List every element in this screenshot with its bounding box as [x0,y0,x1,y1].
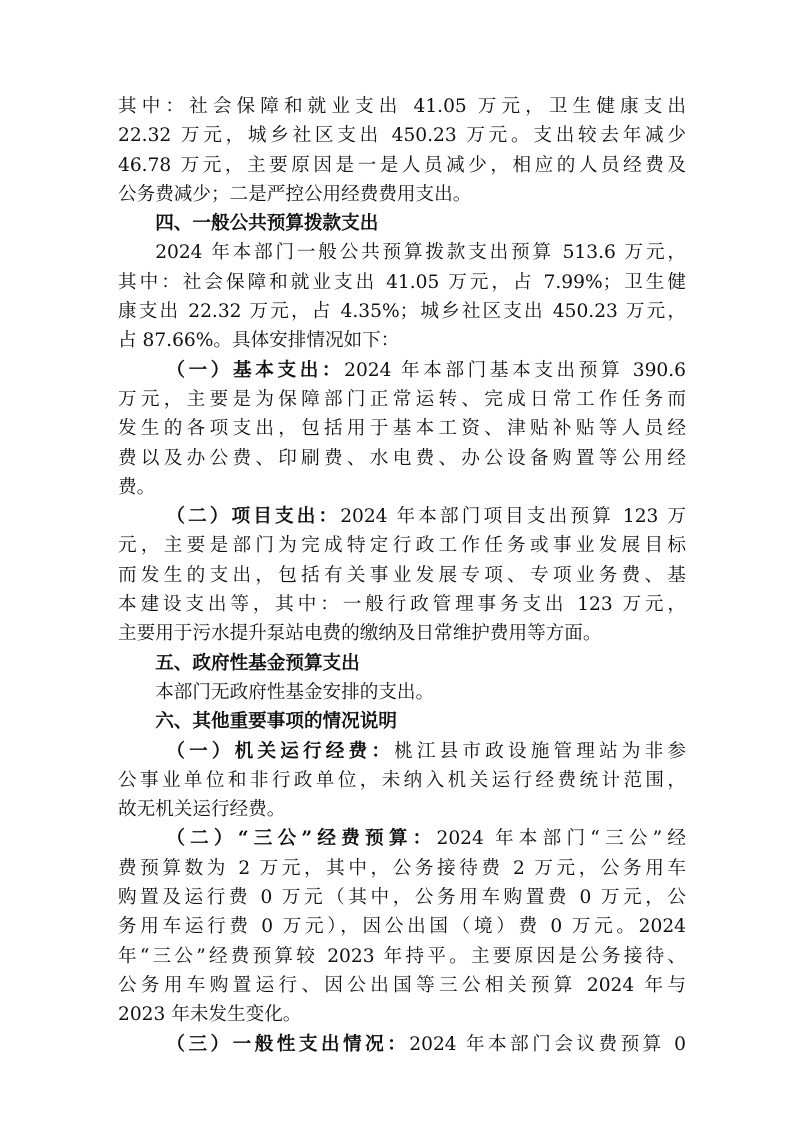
section-heading-6: 六、其他重要事项的情况说明 [155,711,397,733]
text-line: 2024 年本部门一般公共预算拨款支出预算 513.6 万元， [155,242,686,264]
text-line: （二）“三公”经费预算：2024 年本部门“三公”经 [166,828,687,850]
text-line: 而发生的支出，包括有关事业发展专项、专项业务费、基 [118,564,686,586]
text-line: 46.78 万元，主要原因是一是人员减少，相应的人员经费及 [118,154,686,176]
text-line: 购置及运行费 0 万元（其中，公务用车购置费 0 万元，公 [118,887,686,909]
text-line: 占 87.66%。具体安排情况如下： [118,330,400,352]
section-heading-5: 五、政府性基金预算支出 [155,652,360,674]
paragraph-operating-expenses [118,737,686,825]
text-line: 22.32 万元，城乡社区支出 450.23 万元。支出较去年减少 [118,125,686,147]
text-line: 公务费减少；二是严控公用经费费用支出。 [118,183,472,205]
text-line: 费。 [118,476,156,498]
text-line: 万元，主要是为保障部门正常运转、完成日常工作任务而 [118,388,686,410]
paragraph-general-budget [118,238,686,355]
text-line: 其中：社会保障和就业支出 41.05 万元，占 7.99%；卫生健 [118,271,686,293]
text-line: （一）基本支出：2024 年本部门基本支出预算 390.6 [166,359,686,381]
paragraph-government-fund: 本部门无政府性基金安排的支出。 [155,681,435,703]
text-line: 务用车运行费 0 万元），因公出国（境）费 0 万元。2024 [118,916,686,938]
text-line: 发生的各项支出，包括用于基本工资、津贴补贴等人员经 [118,418,686,440]
subsection-label: （一）机关运行经费： [166,740,395,762]
paragraph-three-public-expenses [118,824,686,1029]
paragraph-expenditure-change [118,92,686,209]
text-line: 故无机关运行经费。 [118,799,286,821]
text-line: 康支出 22.32 万元，占 4.35%；城乡社区支出 450.23 万元， [118,301,686,323]
text-line: （三）一般性支出情况：2024 年本部门会议费预算 0 [166,1033,686,1055]
text-line: 本建设支出等，其中：一般行政管理事务支出 123 万元， [118,594,686,616]
paragraph-project-expenditure [118,502,686,648]
text-line: 公事业单位和非行政单位，未纳入机关运行经费统计范围， [118,769,686,791]
paragraph-basic-expenditure [118,356,686,502]
text-line: 主要用于污水提升泵站电费的缴纳及日常维护费用等方面。 [118,623,602,645]
document-page [118,92,686,1059]
text-line: （一）机关运行经费：桃江县市政设施管理站为非参 [166,740,686,762]
section-heading-4: 四、一般公共预算拨款支出 [155,213,379,235]
subsection-label: （一）基本支出： [166,359,345,381]
subsection-label: （三）一般性支出情况： [166,1033,410,1055]
text-line: 其中：社会保障和就业支出 41.05 万元，卫生健康支出 [118,96,686,117]
subsection-label: （二）项目支出： [166,506,341,528]
text-line: 费预算数为 2 万元，其中，公务接待费 2 万元，公务用车 [118,857,686,879]
text-line: 2023 年未发生变化。 [118,1004,302,1026]
text-line: 费以及办公费、印刷费、水电费、办公设备购置等公用经 [118,447,686,469]
text-line: （二）项目支出：2024 年本部门项目支出预算 123 万 [166,506,686,528]
paragraph-general-expenditure [118,1030,686,1059]
text-line: 元，主要是部门为完成特定行政工作任务或事业发展目标 [118,535,686,557]
subsection-label: （二）“三公”经费预算： [166,828,437,850]
text-line: 年“三公”经费预算较 2023 年持平。主要原因是公务接待、 [118,945,686,967]
text-line: 公务用车购置运行、因公出国等三公相关预算 2024 年与 [118,974,686,996]
